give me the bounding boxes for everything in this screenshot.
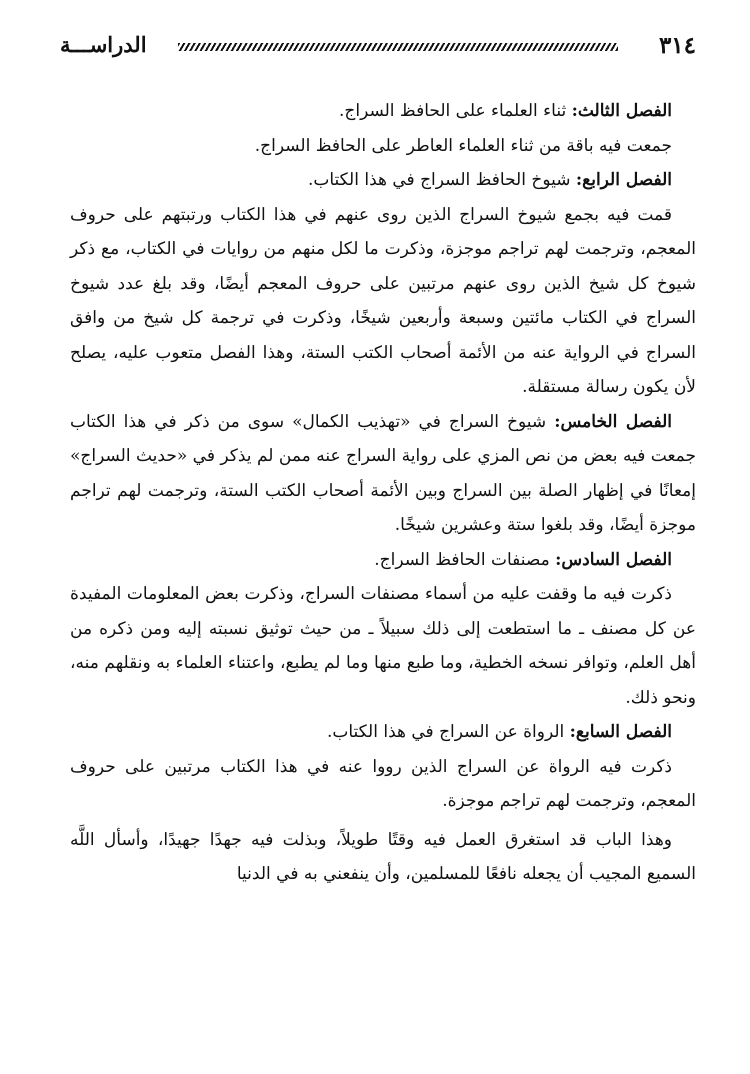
running-title: الدراســـة [60,32,147,57]
paragraph: ذكرت فيه ما وقفت عليه من أسماء مصنفات السراج، وذكرت بعض المعلومات المفيدة عن كل مصنف ـ ما استطعت إلى ذلك سبيلاً ـ من حيث توثيق نسبته إليه ومن ذكره من أهل العلم، وتوافر نسخه الخطية، وما طبع منها وما لم يطبع، واعتناء العلماء به ونقلهم منه، ونحو ذلك. [70,584,696,708]
chapter-text: شيوخ السراج في «تهذيب الكمال» سوى من ذكر في هذا الكتاب جمعت فيه بعض من نص المزي على رواية السراج عنه ممن لم يذكر في «حديث السراج» إمعانًا في إظهار الصلة بين السراج وبين الأئمة أصحاب الكتب الستة، وترجمت لهم تراجم موجزة أيضًا، وقد بلغوا ستة وعشرين شيخًا. [70,411,696,535]
chapter-heading-7 [70,715,696,750]
body-text [70,94,696,892]
chapter-label: الفصل السادس: [555,549,672,570]
chapter-label: الفصل الرابع: [575,170,672,190]
paragraph: قمت فيه بجمع شيوخ السراج الذين روى عنهم في هذا الكتاب ورتبتهم على حروف المعجم، وترجمت لهم تراجم موجزة، وذكرت ما لكل منهم من روايات في الكتاب، مع ذكر شيوخ كل شيخ الذين روى عنهم مرتبين على حروف المعجم أيضًا، وقد بلغ عدد شيوخ السراج في الكتاب مائتين وسبعة وأربعين شيخًا، وذكرت في ترجمة كل شيخ من وافق السراج في الرواية عنه من الأئمة أصحاب الكتب الستة، وهذا الفصل متعوب عليه، يصلح لأن يكون رسالة مستقلة. [70,204,696,397]
paragraph: جمعت فيه باقة من ثناء العلماء العاطر على الحافظ السراج. [254,135,672,156]
chapter-title: الرواة عن السراج في هذا الكتاب. [326,722,570,742]
chapter-heading-5 [70,405,696,543]
chapter-title: شيوخ الحافظ السراج في هذا الكتاب. [307,170,576,190]
chapter-label: الفصل السابع: [569,722,672,742]
paragraph: ذكرت فيه الرواة عن السراج الذين رووا عنه في هذا الكتاب مرتبين على حروف المعجم، وترجمت لهم تراجم موجزة. [70,756,696,811]
chapter-title: ثناء العلماء على الحافظ السراج. [338,101,572,121]
page-header [60,32,696,62]
page-number: ٣١٤ [658,32,696,59]
chapter-label: الفصل الخامس: [554,411,672,432]
paragraph: وهذا الباب قد استغرق العمل فيه وقتًا طويلاً، وبذلت فيه جهدًا جهيدًا، وأسأل اللَّه السميع المجيب أن يجعله نافعًا للمسلمين، وأن ينفعني به في الدنيا [70,829,696,884]
chapter-heading-4 [70,163,696,198]
chapter-heading-3 [70,94,696,129]
header-decorative-rule [178,43,618,51]
chapter-heading-6 [70,543,696,578]
chapter-label: الفصل الثالث: [571,101,672,121]
chapter-title: مصنفات الحافظ السراج. [374,549,556,570]
